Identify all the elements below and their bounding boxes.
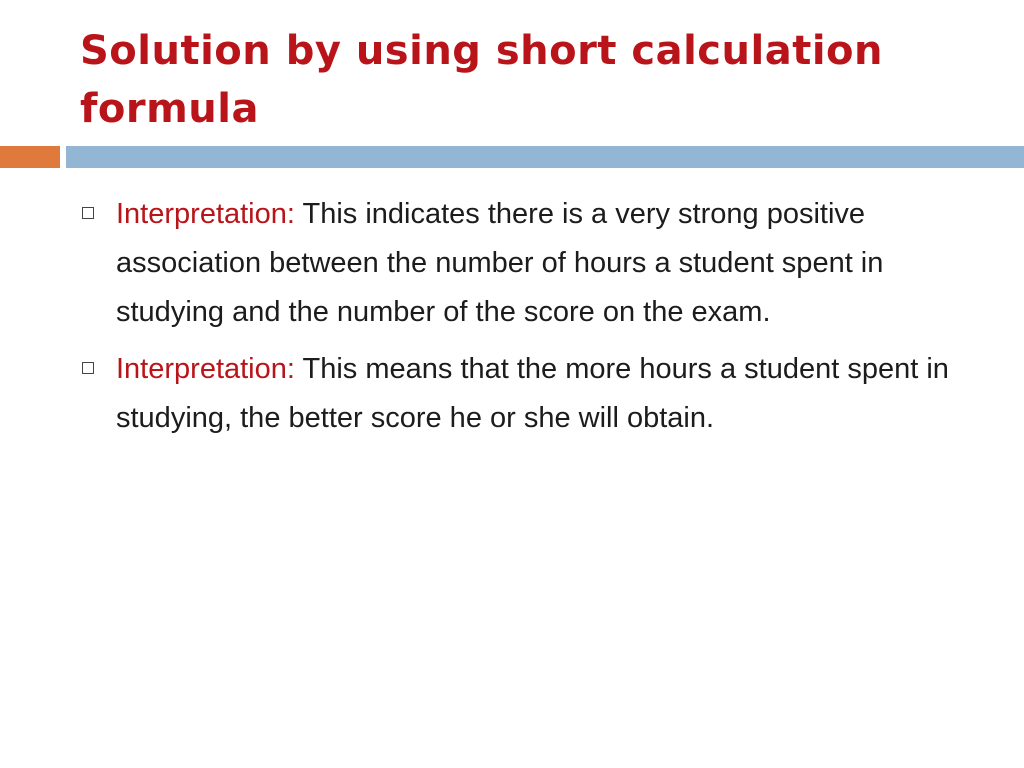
accent-bar (0, 146, 60, 168)
bullet-label: Interpretation: (116, 353, 295, 385)
slide-title-line-1: Solution by using short calculation (80, 28, 883, 74)
bullet-text: This indicates there is a very strong positive association between the number of hours a student spent in studying and the number of the score on the exam. (116, 198, 884, 328)
bullet-text: This means that the more hours a student spent in studying, the better score he or she will obtain. (116, 353, 949, 434)
slide-title (80, 22, 980, 138)
bullet-item (80, 190, 970, 337)
square-bullet-icon (82, 207, 94, 219)
title-divider-bar (66, 146, 1024, 168)
square-bullet-icon (82, 362, 94, 374)
bullet-item (80, 345, 970, 443)
bullet-label: Interpretation: (116, 198, 295, 230)
slide-title-line-2: formula (80, 86, 259, 132)
bullet-list (80, 190, 970, 451)
